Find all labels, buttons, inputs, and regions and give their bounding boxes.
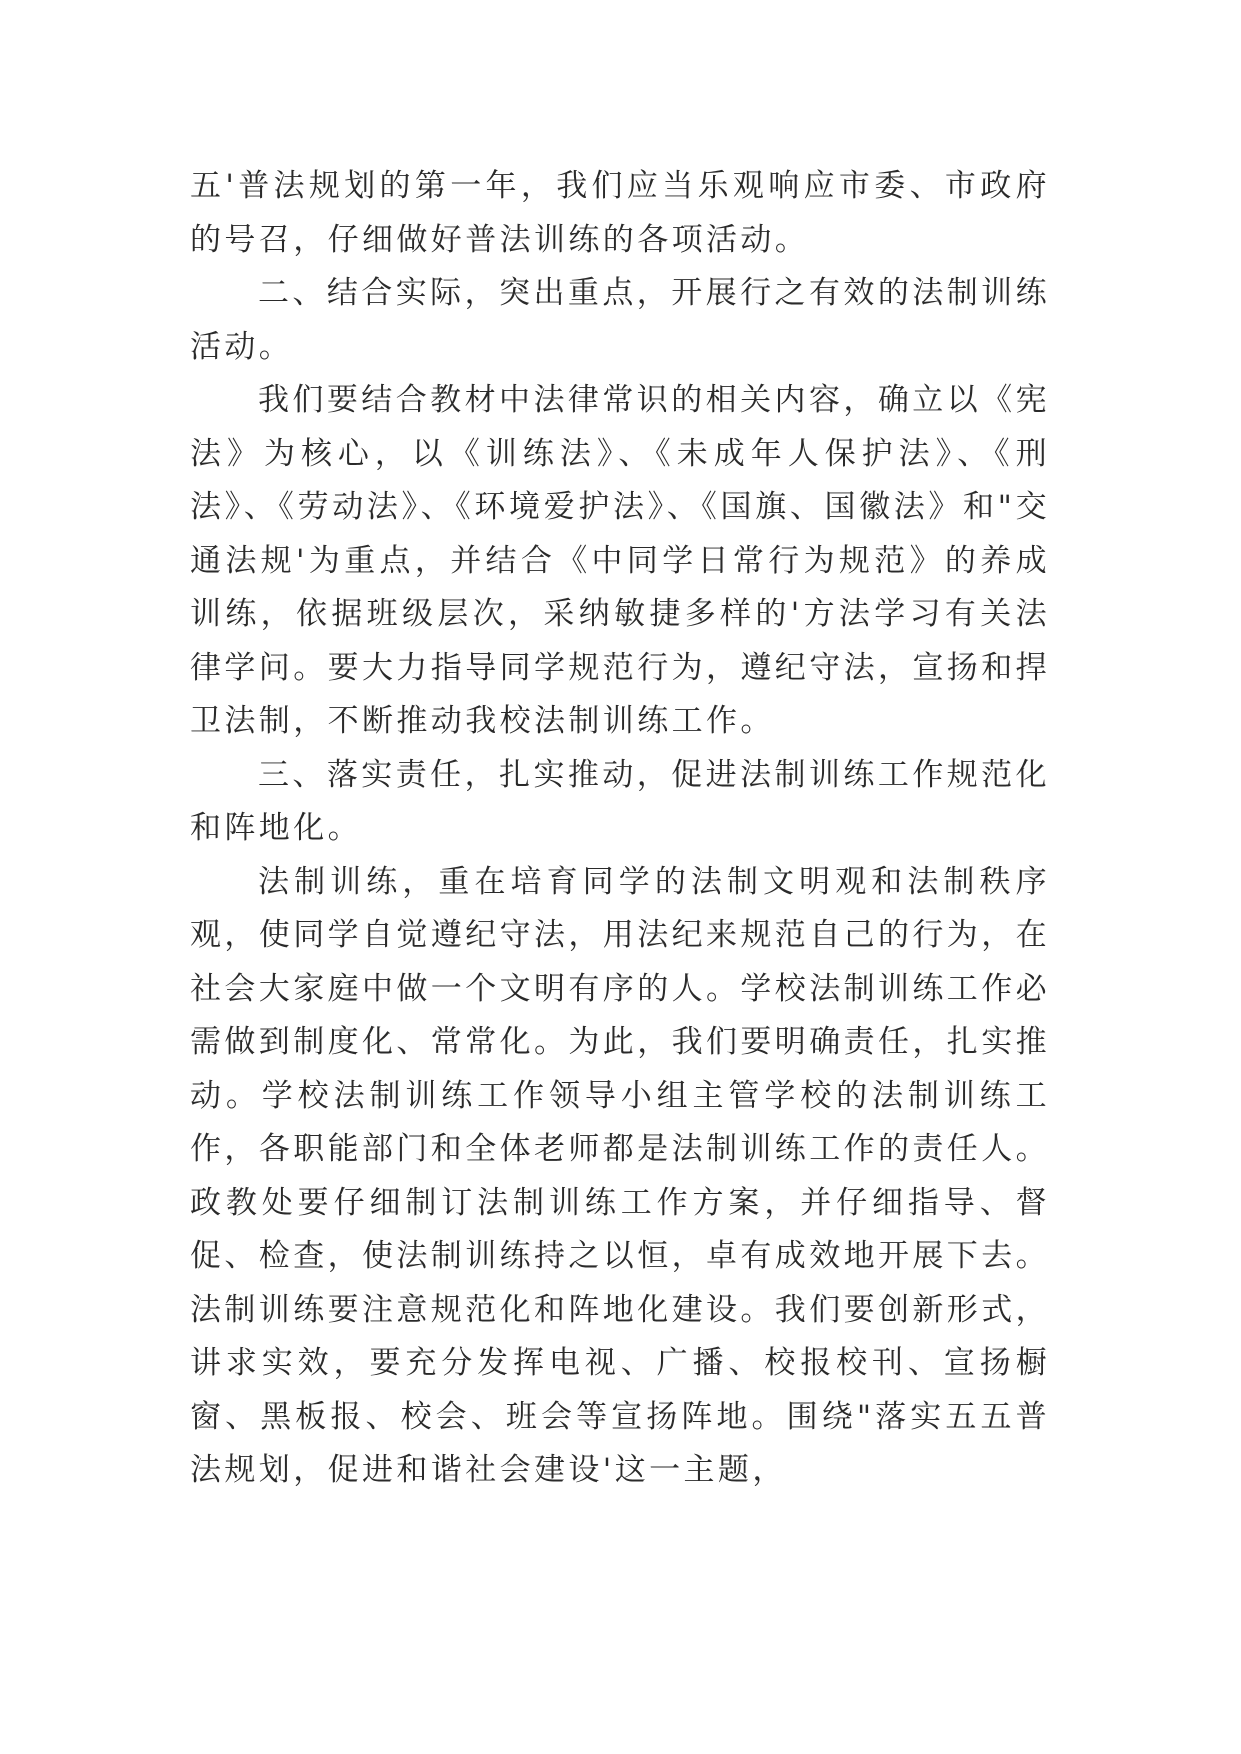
heading-section-three: 三、落实责任，扎实推动，促进法制训练工作规范化和阵地化。	[190, 756, 1050, 846]
paragraph-section-two-body: 我们要结合教材中法律常识的相关内容，确立以《宪法》为核心，以《训练法》、《未成年人保护法》、《刑法》、《劳动法》、《环境爱护法》、《国旗、国徽法》和"交通法规'为重点，并结合《中同学日常行为规范》的养成训练，依据班级层次，采纳敏捷多样的'方法学习有关法律学问。要大力指导同学规范行为，遵纪守法，宣扬和捍卫法制，不断推动我校法制训练工作。	[190, 382, 1050, 739]
heading-section-two: 二、结合实际，突出重点，开展行之有效的法制训练活动。	[190, 275, 1050, 365]
paragraph-section-three-body: 法制训练，重在培育同学的法制文明观和法制秩序观，使同学自觉遵纪守法，用法纪来规范自己的行为，在社会大家庭中做一个文明有序的人。学校法制训练工作必需做到制度化、常常化。为此，我们要明确责任，扎实推动。学校法制训练工作领导小组主管学校的法制训练工作，各职能部门和全体老师都是法制训练工作的责任人。政教处要仔细制订法制训练工作方案，并仔细指导、督促、检查，使法制训练持之以恒，卓有成效地开展下去。法制训练要注意规范化和阵地化建设。我们要创新形式，讲求实效，要充分发挥电视、广播、校报校刊、宣扬橱窗、黑板报、校会、班会等宣扬阵地。围绕"落实五五普法规划，促进和谐社会建设'这一主题，	[190, 863, 1050, 1488]
paragraph-intro-continuation: 五'普法规划的第一年，我们应当乐观响应市委、市政府的号召，仔细做好普法训练的各项活动。	[190, 168, 1050, 258]
document-body	[190, 160, 1050, 1498]
